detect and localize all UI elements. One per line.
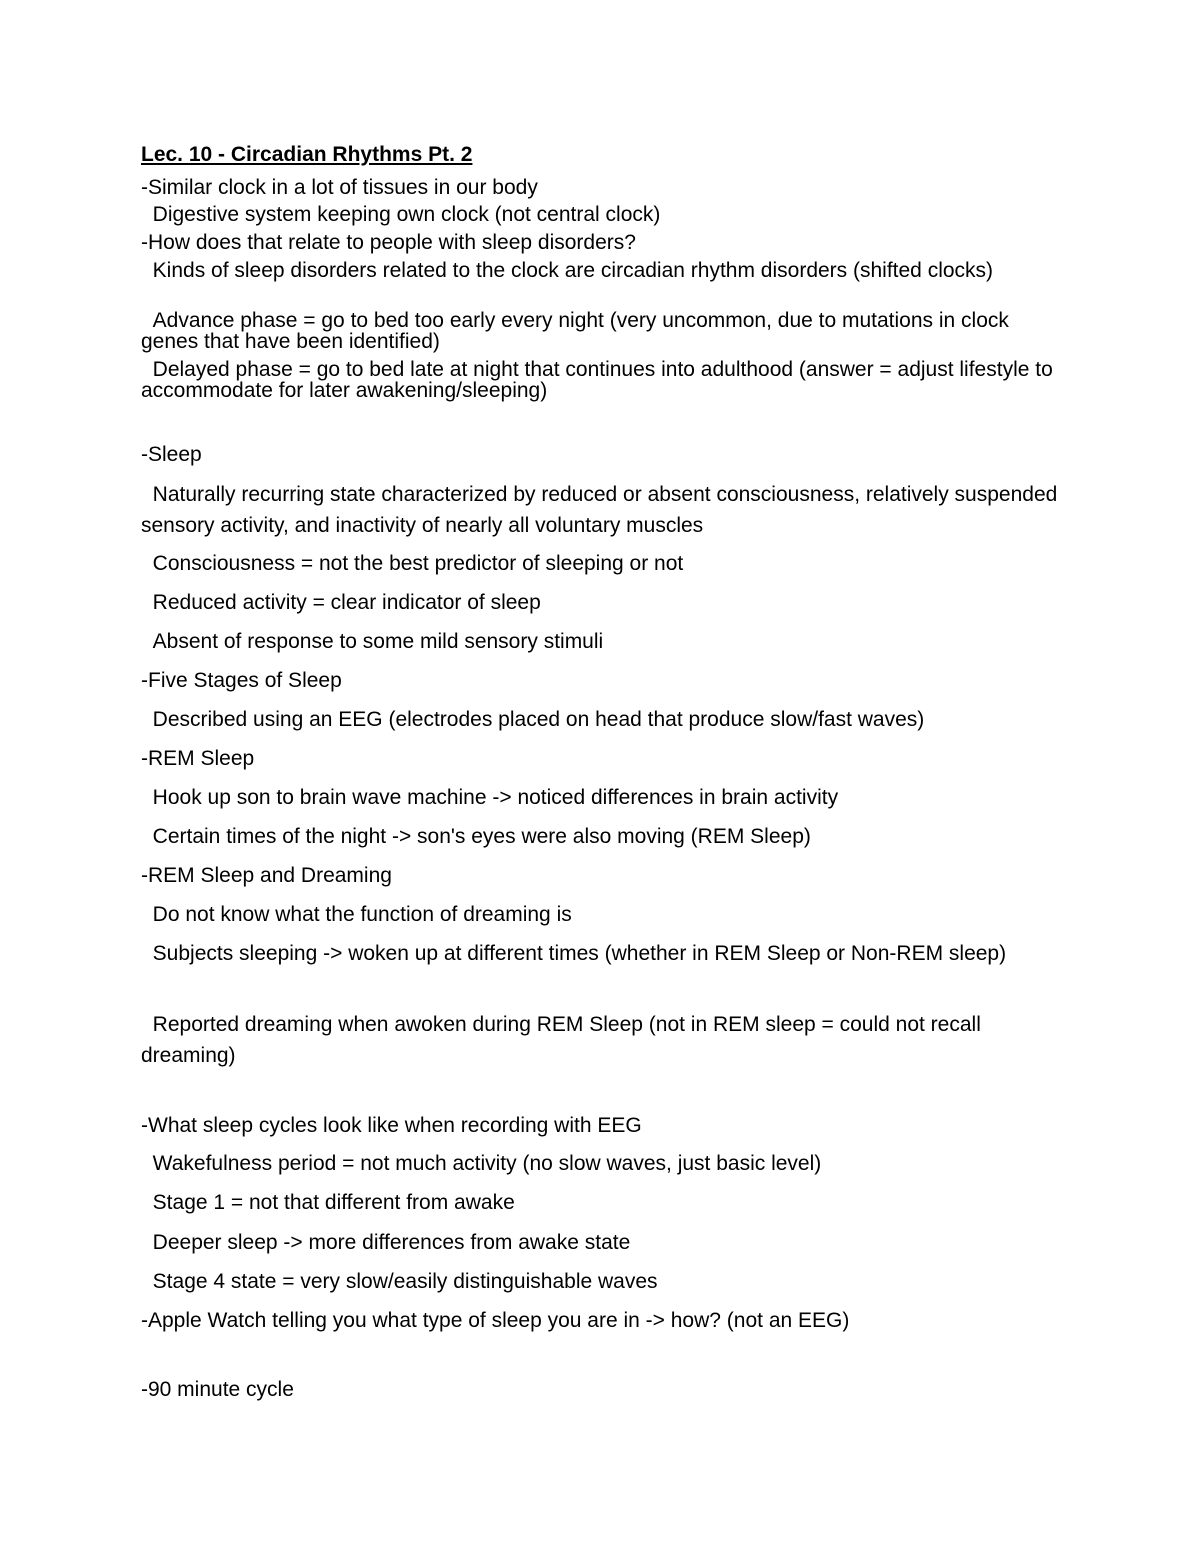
note-line: -How does that relate to people with sleep disorders?	[141, 231, 636, 254]
note-line: Do not know what the function of dreaming is	[141, 903, 572, 926]
note-line: Absent of response to some mild sensory stimuli	[141, 630, 604, 653]
note-line: -Five Stages of Sleep	[141, 669, 342, 692]
note-line: Stage 1 = not that different from awake	[141, 1191, 515, 1214]
note-line: -What sleep cycles look like when recording with EEG	[141, 1114, 642, 1137]
note-line: Certain times of the night -> son's eyes were also moving (REM Sleep)	[141, 825, 811, 848]
note-line: Kinds of sleep disorders related to the clock are circadian rhythm disorders (shifted clocks)	[141, 259, 994, 282]
note-line: -Similar clock in a lot of tissues in our body	[141, 176, 538, 199]
note-line: Described using an EEG (electrodes placed on head that produce slow/fast waves)	[141, 708, 925, 731]
note-line: Subjects sleeping -> woken up at different times (whether in REM Sleep or Non-REM sleep)	[141, 942, 1007, 965]
note-line: Naturally recurring state characterized by reduced or absent consciousness, relatively suspended sensory activity, and inactivity of nearly all voluntary muscles	[141, 483, 1058, 537]
note-line: Deeper sleep -> more differences from awake state	[141, 1231, 631, 1254]
note-line: -Sleep	[141, 443, 202, 466]
note-line: Reduced activity = clear indicator of sleep	[141, 591, 541, 614]
note-line: -90 minute cycle	[141, 1378, 294, 1401]
note-line: Wakefulness period = not much activity (no slow waves, just basic level)	[141, 1152, 822, 1175]
note-line: Reported dreaming when awoken during REM Sleep (not in REM sleep = could not recall dreaming)	[141, 1013, 981, 1067]
note-line: -REM Sleep	[141, 747, 255, 770]
note-line: Delayed phase = go to bed late at night that continues into adulthood (answer = adjust lifestyle to accommodate for later awakening/sleeping)	[141, 358, 1053, 402]
note-line: Consciousness = not the best predictor of sleeping or not	[141, 552, 684, 575]
note-line: -REM Sleep and Dreaming	[141, 864, 392, 887]
note-line: Advance phase = go to bed too early every night (very uncommon, due to mutations in clock genes that have been identified)	[141, 309, 1009, 353]
note-line: Hook up son to brain wave machine -> noticed differences in brain activity	[141, 786, 839, 809]
note-line: Digestive system keeping own clock (not central clock)	[141, 203, 661, 226]
note-line: -Apple Watch telling you what type of sleep you are in -> how? (not an EEG)	[141, 1309, 850, 1332]
note-line: Stage 4 state = very slow/easily distinguishable waves	[141, 1270, 658, 1293]
document-title: Lec. 10 - Circadian Rhythms Pt. 2	[141, 143, 473, 166]
